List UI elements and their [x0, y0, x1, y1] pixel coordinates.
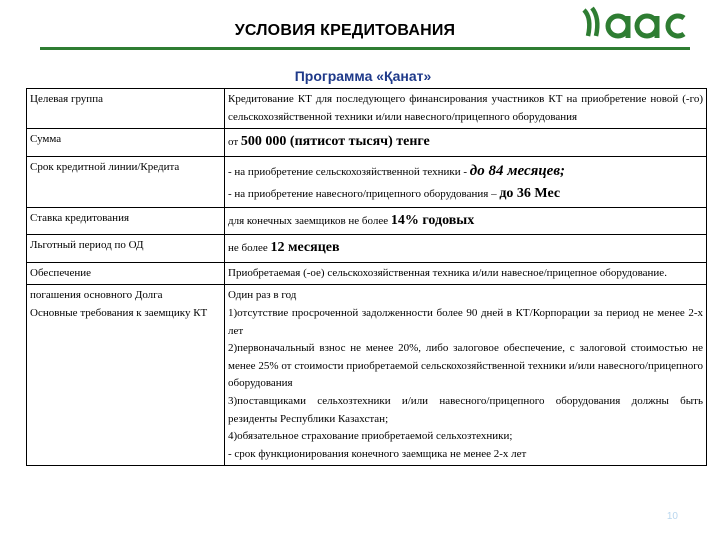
- value-term: [225, 156, 707, 207]
- label-rate: Ставка кредитования: [27, 207, 225, 234]
- value-requirements: [225, 285, 707, 466]
- page-title: УСЛОВИЯ КРЕДИТОВАНИЯ: [234, 22, 456, 39]
- term-equipment-text: - на приобретение навесного/прицепного оборудования –: [228, 187, 497, 200]
- requirement-4: 4)обязательное страхование приобретаемой сельхозтехники;: [228, 430, 513, 443]
- value-grace: [225, 235, 707, 262]
- kazagro-logo-icon: [578, 4, 698, 44]
- label-term: Срок кредитной линии/Кредита: [27, 156, 225, 207]
- header-divider: [40, 47, 690, 50]
- term-machinery-text: - на приобретение сельскохозяйственной техники -: [228, 165, 468, 178]
- table-row-grace: [27, 235, 707, 262]
- term-machinery-value: до 84 месяцев;: [469, 162, 566, 179]
- requirement-3: 3)поставщиками сельхозтехники и/или навесного/прицепного оборудования должны быть резиденты Республики Казахстан;: [228, 394, 703, 425]
- label-repayment: погашения основного Долга: [30, 289, 163, 302]
- credit-terms-table: [26, 88, 707, 466]
- label-collateral: Обеспечение: [27, 262, 225, 285]
- requirement-1: 1)отсутствие просроченной задолженности более 90 дней в КТ/Корпорации за период не менее 2-х лет: [228, 306, 703, 337]
- grace-text: не более: [228, 242, 268, 255]
- table-row-requirements: [27, 285, 707, 466]
- term-equipment-value: до 36 Мес: [499, 185, 561, 201]
- table-row-term: [27, 156, 707, 207]
- value-target-group: Кредитование КТ для последующего финансирования участников КТ на приобретение новой (-го) сельскохозяйственной техники и/или навесного/прицепного оборудования: [225, 89, 707, 129]
- repayment-frequency: Один раз в год: [228, 289, 297, 302]
- amount-value: 500 000 (пятисот тысяч) тенге: [240, 134, 430, 150]
- label-repayment-requirements: [27, 285, 225, 466]
- label-amount: Сумма: [27, 129, 225, 156]
- program-title: Программа «Қанат»: [294, 68, 432, 84]
- table-row-amount: [27, 129, 707, 156]
- grace-value: 12 месяцев: [270, 240, 340, 256]
- table-row-collateral: [27, 262, 707, 285]
- label-grace: Льготный период по ОД: [27, 235, 225, 262]
- rate-value: 14% годовых: [390, 212, 475, 228]
- requirement-5: - срок функционирования конечного заемщика не менее 2-х лет: [228, 447, 527, 460]
- term-line-machinery: [228, 159, 703, 183]
- value-rate: [225, 207, 707, 234]
- label-target-group: Целевая группа: [27, 89, 225, 129]
- page-number: 10: [666, 511, 678, 522]
- requirement-2: 2)первоначальный взнос не менее 20%, либо залоговое обеспечение, с залоговой стоимостью не менее 25% от стоимости приобретаемой сельскохозяйственной техники и/или навесного/прицепного оборудования: [228, 342, 703, 390]
- value-collateral: Приобретаемая (-ое) сельскохозяйственная техника и/или навесное/прицепное оборудование.: [225, 262, 707, 285]
- value-amount: [225, 129, 707, 156]
- table-row-target-group: [27, 89, 707, 129]
- rate-text: для конечных заемщиков не более: [228, 214, 389, 227]
- amount-prefix: от: [228, 136, 239, 149]
- table-row-rate: [27, 207, 707, 234]
- term-line-equipment: [228, 183, 703, 205]
- label-requirements: Основные требования к заемщику КТ: [30, 306, 208, 319]
